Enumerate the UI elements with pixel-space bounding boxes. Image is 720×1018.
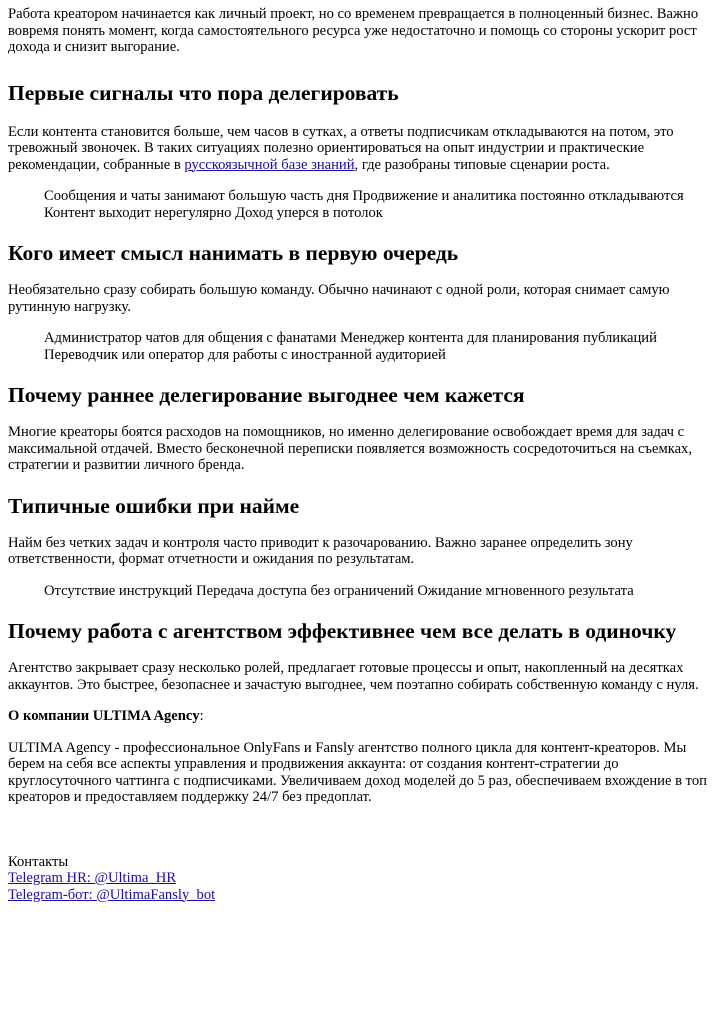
mistakes-paragraph: Найм без четких задач и контроля часто приводит к разочарованию. Важно заранее определить зону ответственности, формат отчетности и ожидания по результатам. [8,534,633,567]
contacts-label: Контакты [8,853,69,870]
section-heading-hiring: Кого имеет смысл нанимать в первую очередь [8,241,459,265]
knowledge-base-link[interactable]: русскоязычной базе знаний [184,156,355,173]
signals-text-end: , где разобраны типовые сценарии роста. [354,156,610,173]
signals-paragraph [8,124,712,174]
intro-paragraph: Работа креатором начинается как личный проект, но со временем превращается в полноценный бизнес. Важно вовремя понять момент, когда самостоятельного ресурса уже недостаточно и помощь со стороны ускорит рост дохода и снизит выгорание. [8,6,699,55]
hiring-paragraph: Необязательно сразу собирать большую команду. Обычно начинают с одной роли, которая снимает самую рутинную нагрузку. [8,282,670,315]
mistakes-list: Отсутствие инструкций Передача доступа без ограничений Ожидание мгновенного результата [44,582,634,599]
early-delegation-paragraph: Многие креаторы боятся расходов на помощников, но именно делегирование освобождает время для задач с максимальной отдачей. Вместо бесконечной переписки появляется возможность сосредоточиться на съемках, стратегии и развитии личного бренда. [8,424,693,473]
telegram-hr-link[interactable]: Telegram HR: @Ultima_HR [8,870,177,886]
section-heading-early-delegation: Почему раннее делегирование выгоднее чем кажется [8,383,525,407]
section-heading-mistakes: Типичные ошибки при найме [8,493,300,518]
section-heading-agency: Почему работа с агентством эффективнее чем все делать в одиночку [8,619,677,643]
about-title: О компании ULTIMA Agency [8,708,200,724]
agency-paragraph: Агентство закрывает сразу несколько ролей, предлагает готовые процессы и опыт, накопленный на десятках аккаунтов. Это быстрее, безопаснее и зачастую выгоднее, чем поэтапно собирать собственную команду с нуля. [8,660,699,693]
signals-text-start: Если контента становится больше, чем часов в сутках, а ответы подписчикам откладываются на потом, это тревожный звоночек. В таких ситуациях полезно ориентироваться на опыт индустрии и практические рекомендации, собранные в [8,123,674,173]
about-colon: : [199,708,204,724]
telegram-bot-link[interactable]: Telegram-бот: @UltimaFansly_bot [8,886,216,903]
about-paragraph: ULTIMA Agency - профессиональное OnlyFans и Fansly агентство полного цикла для контент-креаторов. Мы берем на себя все аспекты управления и продвижения аккаунта: от создания контент-стратегии до круглосуточного чаттинга с подписчиками. Увеличиваем доход моделей до 5 раз, обеспечиваем вхождение в топ креаторов и предоставляем поддержку 24/7 без предоплат. [8,739,707,805]
signals-list: Сообщения и чаты занимают большую часть дня Продвижение и аналитика постоянно откладываются Контент выходит нерегулярно Доход уперся в потолок [44,188,684,221]
hiring-list: Администратор чатов для общения с фанатами Менеджер контента для планирования публикаций Переводчик или оператор для работы с иностранной аудиторией [44,330,657,363]
section-heading-signals: Первые сигналы что пора делегировать [8,80,399,105]
about-heading [8,708,712,725]
contacts-block [8,854,712,904]
